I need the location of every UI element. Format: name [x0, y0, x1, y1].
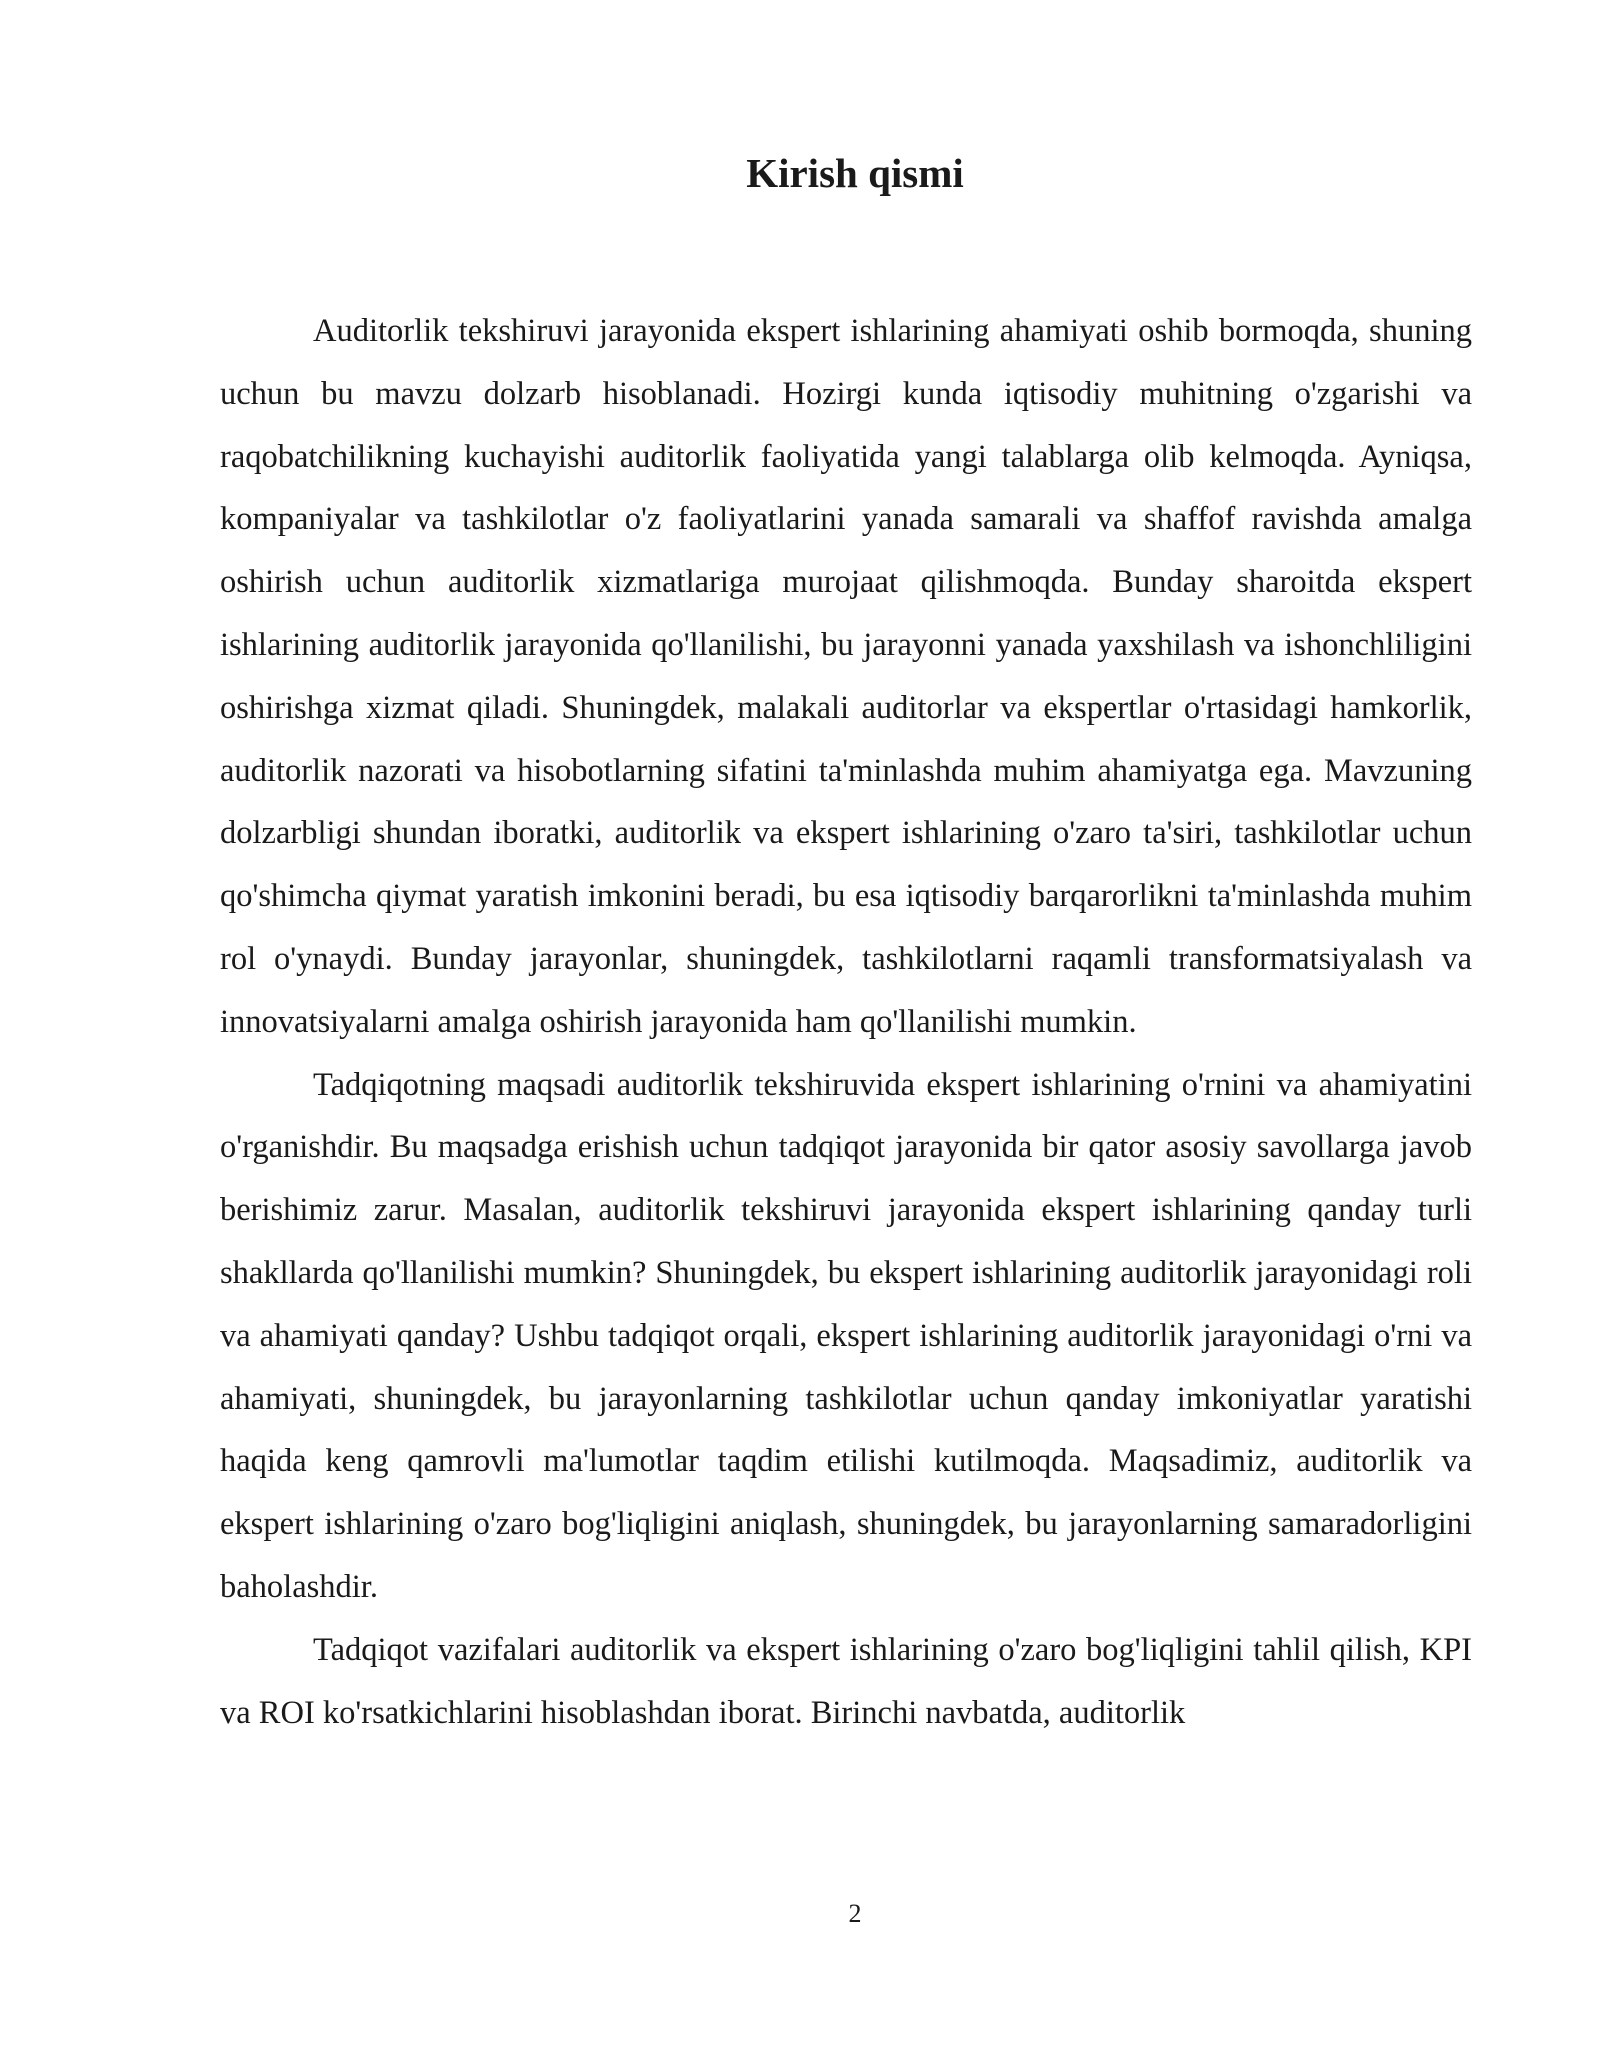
paragraph-research-tasks: Tadqiqot vazifalari auditorlik va ekspert ishlarining o'zaro bog'liqligini tahlil qilish, KPI va ROI ko'rsatkichlarini hisoblashdan iborat. Birinchi navbatda, auditorlik	[220, 1631, 1472, 1731]
document-body	[220, 300, 1472, 1744]
paragraph-research-goal: Tadqiqotning maqsadi auditorlik tekshiruvida ekspert ishlarining o'rnini va ahamiyatini o'rganishdir. Bu maqsadga erishish uchun tadqiqot jarayonida bir qator asosiy savollarga javob berishimiz zarur. Masalan, auditorlik tekshiruvi jarayonida ekspert ishlarining qanday turli shakllarda qo'llanilishi mumkin? Shuningdek, bu ekspert ishlarining auditorlik jarayonidagi roli va ahamiyati qanday? Ushbu tadqiqot orqali, ekspert ishlarining auditorlik jarayonidagi o'rni va ahamiyati, shuningdek, bu jarayonlarning tashkilotlar uchun qanday imkoniyatlar yaratishi haqida keng qamrovli ma'lumotlar taqdim etilishi kutilmoqda. Maqsadimiz, auditorlik va ekspert ishlarining o'zaro bog'liqligini aniqlash, shuningdek, bu jarayonlarning samaradorligini baholashdir.	[220, 1066, 1472, 1605]
paragraph-relevance: Auditorlik tekshiruvi jarayonida ekspert ishlarining ahamiyati oshib bormoqda, shuning uchun bu mavzu dolzarb hisoblanadi. Hozirgi kunda iqtisodiy muhitning o'zgarishi va raqobatchilikning kuchayishi auditorlik faoliyatida yangi talablarga olib kelmoqda. Ayniqsa, kompaniyalar va tashkilotlar o'z faoliyatlarini yanada samarali va shaffof ravishda amalga oshirish uchun auditorlik xizmatlariga murojaat qilishmoqda. Bunday sharoitda ekspert ishlarining auditorlik jarayonida qo'llanilishi, bu jarayonni yanada yaxshilash va ishonchliligini oshirishga xizmat qiladi. Shuningdek, malakali auditorlar va ekspertlar o'rtasidagi hamkorlik, auditorlik nazorati va hisobotlarning sifatini ta'minlashda muhim ahamiyatga ega. Mavzuning dolzarbligi shundan iboratki, auditorlik va ekspert ishlarining o'zaro ta'siri, tashkilotlar uchun qo'shimcha qiymat yaratish imkonini beradi, bu esa iqtisodiy barqarorlikni ta'minlashda muhim rol o'ynaydi. Bunday jarayonlar, shuningdek, tashkilotlarni raqamli transformatsiyalash va innovatsiyalarni amalga oshirish jarayonida ham qo'llanilishi mumkin.	[220, 313, 1472, 1040]
page-title: Kirish qismi	[746, 150, 964, 196]
page-number: 2	[848, 1899, 862, 1928]
